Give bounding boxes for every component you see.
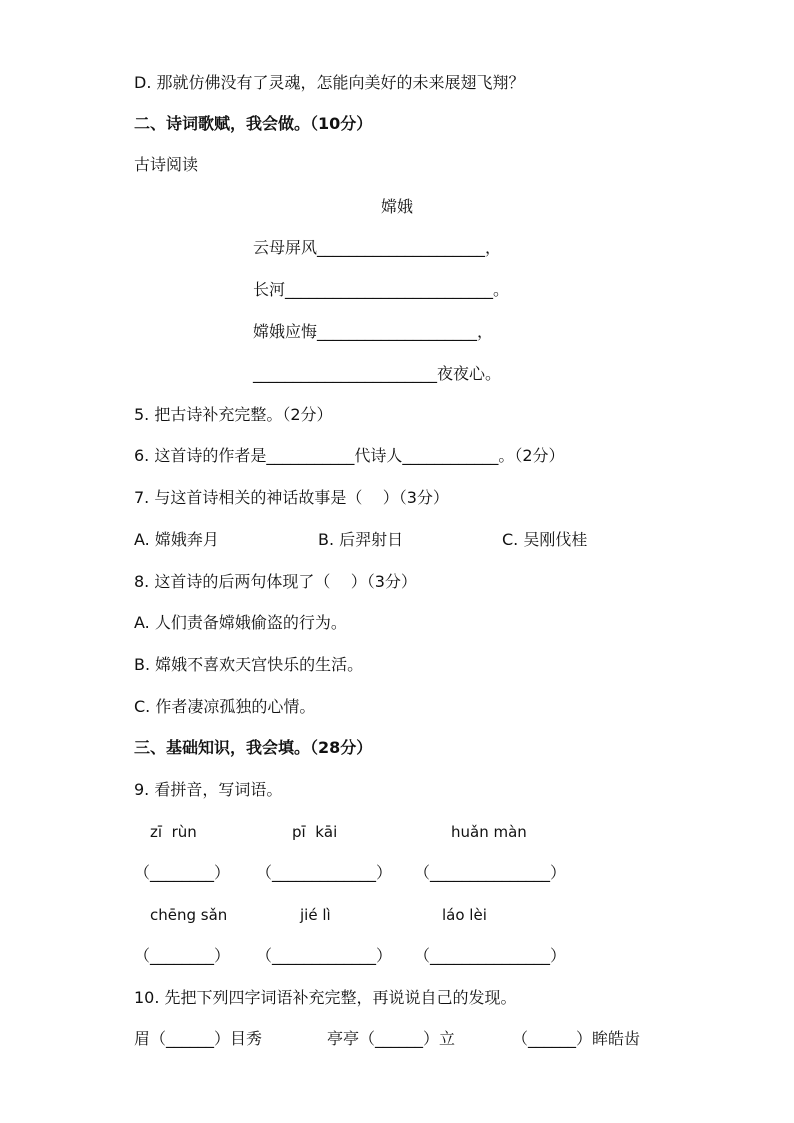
question-8-option-c: C. 作者凄凉孤独的心情。 [134,697,316,716]
question-9: 9. 看拼音，写词语。 [134,780,283,799]
poem-title: 嫦娥 [380,197,413,216]
pinyin-4: chēng sǎn [150,906,228,924]
question-8: 8. 这首诗的后两句体现了（ ）（3分） [134,572,417,591]
idiom-1[interactable]: 眉（______）目秀 [134,1029,263,1048]
answer-blank-3[interactable]: （_______________） [414,863,567,882]
pinyin-6: láo lèi [442,906,487,924]
pinyin-2: pī kāi [292,823,338,841]
poem-line-4: _______________________夜夜心。 [253,364,502,383]
answer-blank-2[interactable]: （_____________） [256,863,393,882]
poem-reading-label: 古诗阅读 [134,155,199,174]
idiom-3[interactable]: （______）眸皓齿 [512,1029,641,1048]
pinyin-5: jié lì [300,906,331,924]
question-8-option-a: A. 人们责备嫦娥偷盗的行为。 [134,613,347,632]
answer-blank-6[interactable]: （_______________） [414,946,567,965]
question-5: 5. 把古诗补充完整。（2分） [134,405,333,424]
section-3-heading: 三、基础知识，我会填。（28分） [134,738,373,757]
question-7-option-c: C. 吴刚伐桂 [502,530,588,549]
pinyin-3: huǎn màn [451,823,527,841]
answer-blank-4[interactable]: （________） [134,946,231,965]
poem-line-1: 云母屏风_____________________， [253,238,502,257]
poem-line-3: 嫦娥应悔____________________， [253,322,494,341]
pinyin-1: zī rùn [150,823,197,841]
poem-line-2: 长河__________________________。 [253,280,510,299]
question-7-option-a: A. 嫦娥奔月 [134,530,219,549]
question-6: 6. 这首诗的作者是___________代诗人____________。（2分） [134,446,565,465]
question-8-option-b: B. 嫦娥不喜欢天宫快乐的生活。 [134,655,364,674]
section-2-heading: 二、诗词歌赋，我会做。（10分） [134,114,373,133]
question-7: 7. 与这首诗相关的神话故事是（ ）（3分） [134,488,449,507]
question-7-option-b: B. 后羿射日 [318,530,404,549]
option-d: D. 那就仿佛没有了灵魂，怎能向美好的未来展翅飞翔？ [134,73,525,92]
answer-blank-5[interactable]: （_____________） [256,946,393,965]
answer-blank-1[interactable]: （________） [134,863,231,882]
idiom-2[interactable]: 亭亭（______）立 [327,1029,456,1048]
question-10: 10. 先把下列四字词语补充完整，再说说自己的发现。 [134,988,517,1007]
